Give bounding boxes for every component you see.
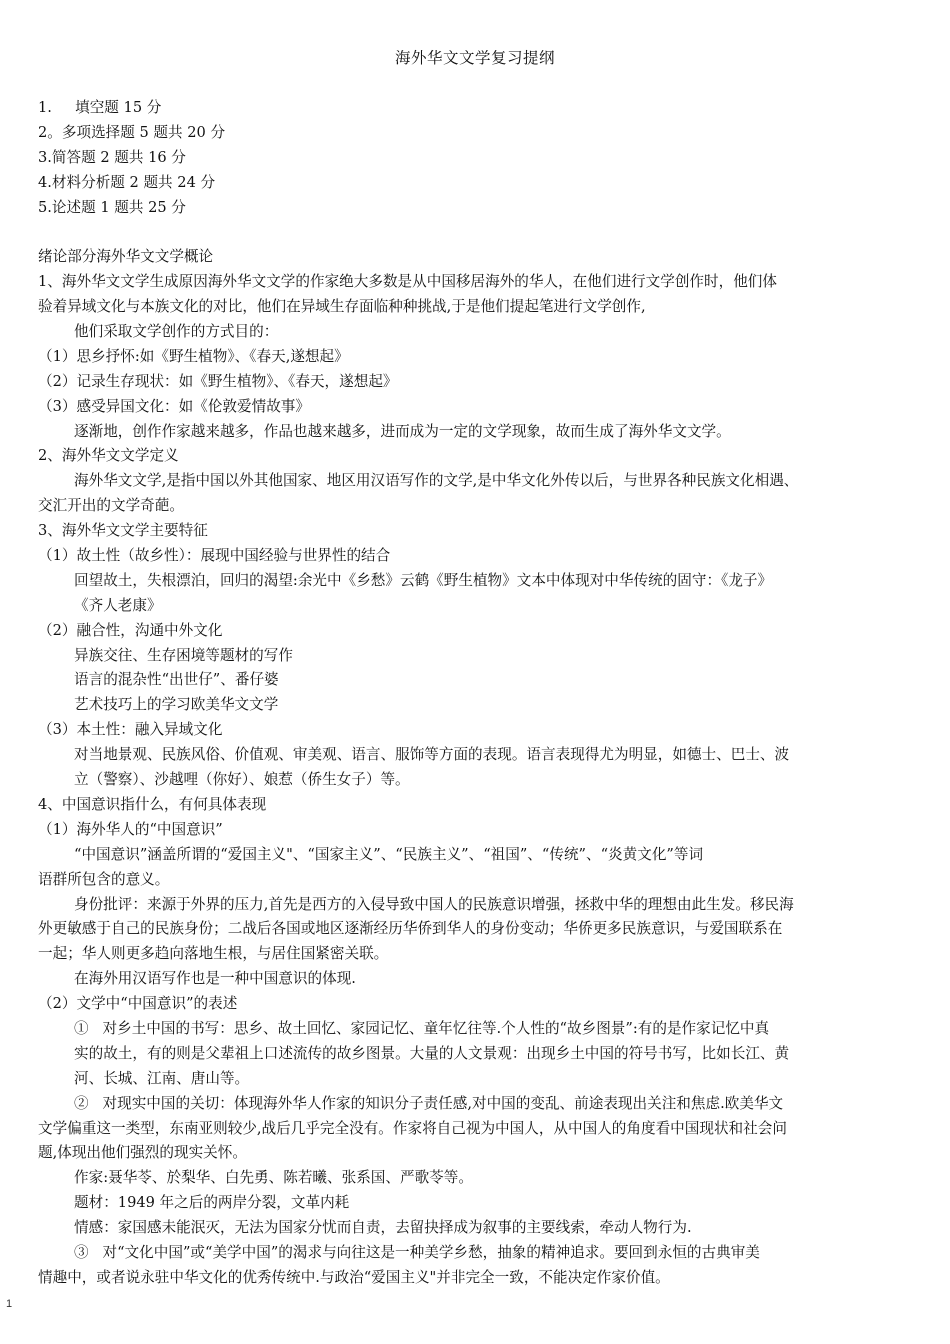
text-line: 逐渐地，创作作家越来越多，作品也越来越多，进而成为一定的文学现象，故而生成了海外华文文学。	[74, 422, 731, 440]
text-line: ③ 对“文化中国”或“美学中国”的渴求与向往这是一种美学乡愁，抽象的精神追求。要回到永恒的古典审美	[74, 1243, 760, 1261]
text-line: 实的故土，有的则是父辈祖上口述流传的故乡图景。大量的人文景观：出现乡土中国的符号书写，比如长江、黄	[74, 1044, 790, 1062]
text-line: 绪论部分海外华文文学概论	[38, 248, 214, 266]
exam-item: 1. 填空题 15 分	[38, 99, 162, 116]
text-line: 作家:聂华苓、於梨华、白先勇、陈若曦、张系国、严歌苓等。	[74, 1169, 473, 1187]
exam-item: 4.材料分析题 2 题共 24 分	[38, 173, 216, 191]
document-body	[38, 96, 918, 1291]
text-line: 异族交往、生存困境等题材的写作	[74, 646, 293, 664]
text-line: 他们采取文学创作的方式目的：	[74, 323, 279, 341]
text-line: 语言的混杂性“出世仔”、番仔婆	[74, 671, 279, 689]
text-line: （1）思乡抒怀:如《野生植物》、《春天,遂想起》	[38, 347, 349, 365]
text-line: （3）感受异国文化：如《伦敦爱情故事》	[38, 397, 310, 415]
text-line: 4、中国意识指什么，有何具体表现	[38, 795, 267, 813]
page-number: 1	[6, 1298, 13, 1310]
text-line: 身份批评：来源于外界的压力,首先是西方的入侵导致中国人的民族意识增强，拯救中华的理想由此生发。移民海	[74, 895, 794, 913]
text-line: 1、海外华文文学生成原因海外华文文学的作家绝大多数是从中国移居海外的华人，在他们进行文学创作时，他们体	[38, 273, 777, 291]
text-line: 一起；华人则更多趋向落地生根，与居住国紧密关联。	[38, 945, 389, 963]
text-line: 河、长城、江南、唐山等。	[74, 1069, 250, 1087]
text-line: （2）融合性，沟通中外文化	[38, 621, 223, 639]
text-line: 题材：1949 年之后的两岸分裂，文革内耗	[74, 1194, 350, 1212]
text-line: 立（警察）、沙越哩（你好）、娘惹（侨生女子）等。	[74, 771, 410, 789]
text-line: （2）记录生存现状：如《野生植物》、《春天，遂想起》	[38, 372, 398, 390]
text-line: 情趣中，或者说永驻中华文化的优秀传统中.与政治“爱国主义"并非完全一致，不能决定作家价值。	[38, 1268, 670, 1286]
text-line: 3、海外华文文学主要特征	[38, 522, 208, 540]
text-line: ① 对乡土中国的书写：思乡、故土回忆、家园记忆、童年忆往等.个人性的“故乡图景”:有的是作家记忆中真	[74, 1019, 770, 1037]
outline-text	[38, 245, 918, 1290]
blank-line	[38, 220, 918, 245]
text-line: （1）故土性（故乡性）：展现中国经验与世界性的结合	[38, 547, 391, 565]
text-line: 题,体现出他们强烈的现实关怀。	[38, 1144, 247, 1162]
document-title: 海外华文文学复习提纲	[394, 49, 555, 67]
text-line: 《齐人老康》	[74, 596, 162, 614]
text-line: （3）本土性：融入异域文化	[38, 721, 223, 739]
exam-item: 5.论述题 1 题共 25 分	[38, 198, 186, 216]
text-line: “中国意识”涵盖所谓的“爱国主义"、“国家主义”、“民族主义”、“祖国”、“传统”、“炎黄文化”等词	[74, 845, 704, 863]
text-line: 回望故土，失根漂泊，回归的渴望:余光中《乡愁》云鹤《野生植物》文本中体现对中华传统的固守：《龙子》	[74, 571, 773, 589]
exam-item: 2。多项选择题 5 题共 20 分	[38, 123, 226, 141]
text-line: 语群所包含的意义。	[38, 870, 170, 888]
text-line: 2、海外华文文学定义	[38, 447, 179, 465]
text-line: 交汇开出的文学奇葩。	[38, 497, 184, 515]
text-line: （2）文学中“中国意识”的表述	[38, 995, 238, 1013]
text-line: 情感：家国感未能泯灭，无法为国家分忧而自责，去留抉择成为叙事的主要线索，牵动人物行为.	[74, 1219, 692, 1237]
text-line: 验着异域文化与本族文化的对比，他们在异域生存面临种种挑战,于是他们提起笔进行文学创作,	[38, 298, 646, 316]
text-line: （1）海外华人的“中国意识”	[38, 820, 223, 838]
exam-item: 3.简答题 2 题共 16 分	[38, 148, 186, 166]
text-line: 艺术技巧上的学习欧美华文文学	[74, 696, 279, 714]
text-line: 海外华文文学,是指中国以外其他国家、地区用汉语写作的文学,是中华文化外传以后，与世界各种民族文化相遇、	[74, 472, 799, 490]
text-line: 对当地景观、民族风俗、价值观、审美观、语言、服饰等方面的表现。语言表现得尤为明显，如德士、巴士、波	[74, 746, 790, 764]
text-line: 文学偏重这一类型，东南亚则较少,战后几乎完全没有。作家将自己视为中国人，从中国人的角度看中国现状和社会问	[38, 1119, 787, 1137]
text-line: 在海外用汉语写作也是一种中国意识的体现.	[74, 970, 356, 988]
text-line: ② 对现实中国的关切：体现海外华人作家的知识分子责任感,对中国的变乱、前途表现出关注和焦虑.欧美华文	[74, 1094, 784, 1112]
text-line: 外更敏感于自己的民族身份；二战后各国或地区逐渐经历华侨到华人的身份变动；华侨更多民族意识，与爱国联系在	[38, 920, 783, 938]
